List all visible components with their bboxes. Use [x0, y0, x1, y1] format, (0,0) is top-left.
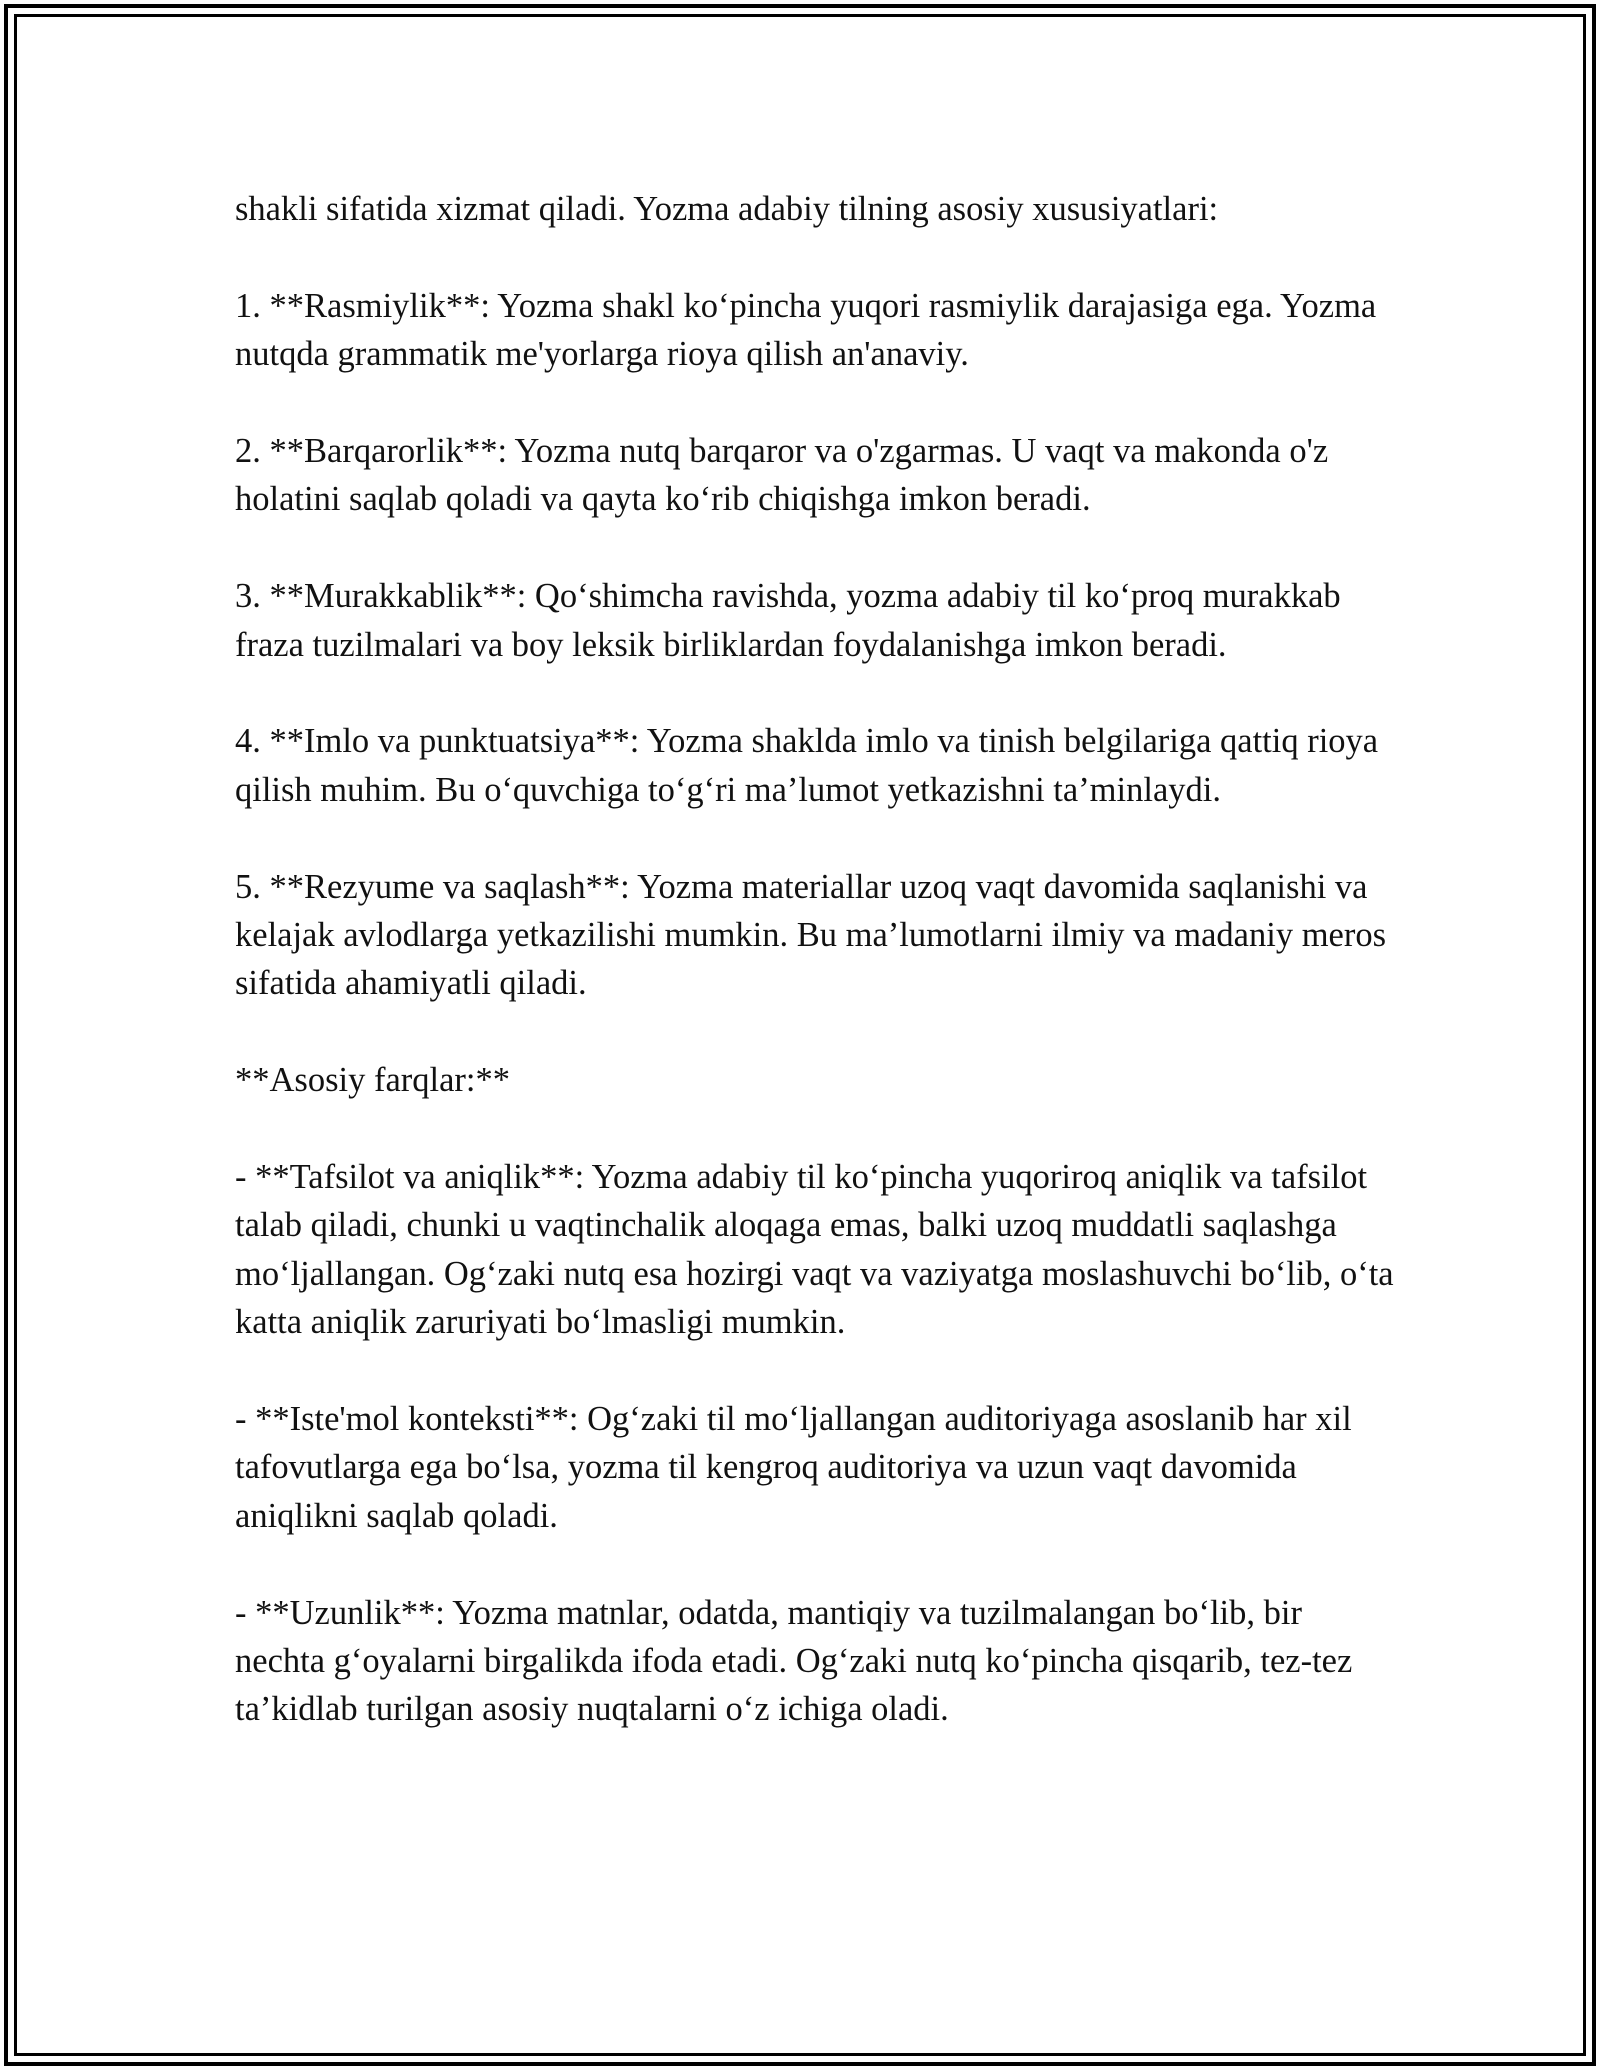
intro-paragraph: shakli sifatida xizmat qiladi. Yozma adabiy tilning asosiy xususiyatlari:: [235, 190, 1219, 228]
list-item-rasmiylik: 1. **Rasmiylik**: Yozma shakl ko‘pincha yuqori rasmiylik darajasiga ega. Yozma nutqda grammatik me'yorlarga rioya qilish an'anaviy.: [235, 286, 1377, 374]
bullet-item-istemol-konteksti: - **Iste'mol konteksti**: Og‘zaki til mo‘ljallangan auditoriyaga asoslanib har xil tafovutlarga ega bo‘lsa, yozma til kengroq auditoriya va uzun vaqt davomida aniqlikni saqlab qoladi.: [235, 1400, 1352, 1535]
list-item-barqarorlik: 2. **Barqarorlik**: Yozma nutq barqaror va o'zgarmas. U vaqt va makonda o'z holatini saqlab qoladi va qayta ko‘rib chiqishga imkon beradi.: [235, 432, 1329, 519]
bullet-item-uzunlik: - **Uzunlik**: Yozma matnlar, odatda, mantiqiy va tuzilmalangan bo‘lib, bir nechta g‘oyalarni birgalikda ifoda etadi. Og‘zaki nutq ko‘pincha qisqarib, tez-tez ta’kidlab turilgan asosiy nuqtalarni o‘z ichiga oladi.: [235, 1593, 1353, 1729]
section-heading-asosiy-farqlar: **Asosiy farqlar:**: [235, 1061, 510, 1100]
list-item-murakkablik: 3. **Murakkablik**: Qo‘shimcha ravishda, yozma adabiy til ko‘proq murakkab fraza tuzilmalari va boy leksik birliklardan foydalanishga imkon beradi.: [235, 577, 1341, 664]
document-body: [235, 185, 1395, 1734]
list-item-rezyume-saqlash: 5. **Rezyume va saqlash**: Yozma materiallar uzoq vaqt davomida saqlanishi va kelajak avlodlarga yetkazilishi mumkin. Bu ma’lumotlarni ilmiy va madaniy meros sifatida ahamiyatli qiladi.: [235, 867, 1387, 1003]
bullet-item-tafsilot-aniqlik: - **Tafsilot va aniqlik**: Yozma adabiy til ko‘pincha yuqoriroq aniqlik va tafsilot talab qiladi, chunki u vaqtinchalik aloqaga emas, balki uzoq muddatli saqlashga mo‘ljallangan. Og‘zaki nutq esa hozirgi vaqt va vaziyatga moslashuvchi bo‘lib, o‘ta katta aniqlik zaruriyati bo‘lmasligi mumkin.: [235, 1158, 1394, 1342]
list-item-imlo-punktuatsiya: 4. **Imlo va punktuatsiya**: Yozma shaklda imlo va tinish belgilariga qattiq rioya qilish muhim. Bu o‘quvchiga to‘g‘ri ma’lumot yetkazishni ta’minlaydi.: [235, 722, 1379, 809]
